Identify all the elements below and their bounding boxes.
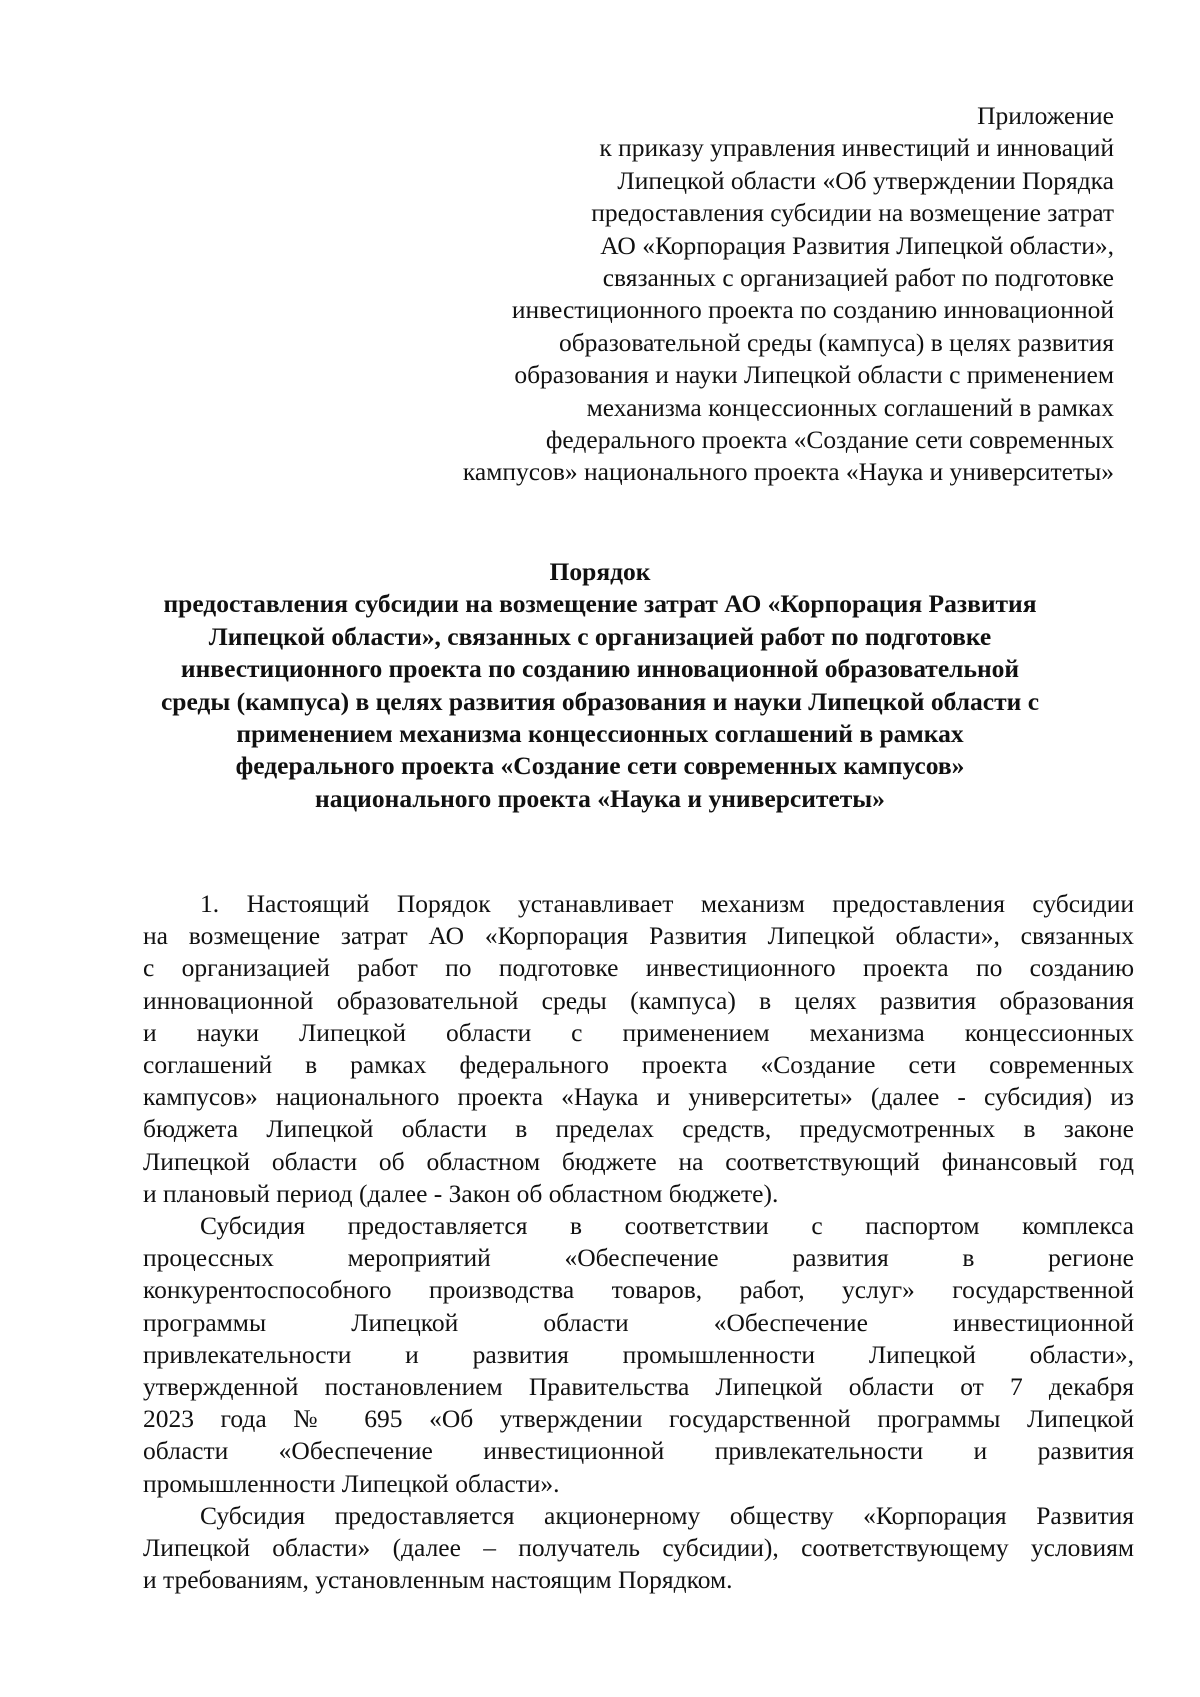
paragraph-line: программы Липецкой области «Обеспечение инвестиционной xyxy=(143,1307,1134,1337)
paragraph-2 xyxy=(143,1210,1134,1500)
paragraph-line: 2023 года № 695 «Об утверждении государственной программы Липецкой xyxy=(143,1404,1134,1434)
paragraph-line: Субсидия предоставляется акционерному обществу «Корпорация Развития xyxy=(200,1500,1134,1530)
document-title xyxy=(130,556,1070,815)
paragraph-line: и науки Липецкой области с применением механизма концессионных xyxy=(143,1017,1134,1047)
paragraph-line: на возмещение затрат АО «Корпорация Развития Липецкой области», связанных xyxy=(143,921,1134,951)
paragraph-line: конкурентоспособного производства товаров, работ, услуг» государственной xyxy=(143,1275,1134,1305)
paragraph-line: и требованиям, установленным настоящим Порядком. xyxy=(143,1565,733,1595)
appendix-line: инвестиционного проекта по созданию инновационной xyxy=(511,295,1114,325)
appendix-line: предоставления субсидии на возмещение затрат xyxy=(591,198,1114,228)
appendix-line: Приложение xyxy=(977,101,1114,130)
paragraph-3 xyxy=(143,1500,1134,1597)
paragraph-line: и плановый период (далее - Закон об областном бюджете). xyxy=(143,1178,779,1208)
title-line: национального проекта «Наука и университеты» xyxy=(315,783,885,813)
appendix-line: связанных с организацией работ по подготовке xyxy=(602,263,1114,293)
appendix-line: АО «Корпорация Развития Липецкой области», xyxy=(600,230,1114,260)
paragraph-1 xyxy=(143,888,1134,1210)
document-body xyxy=(143,888,1134,1596)
appendix-line: образовательной среды (кампуса) в целях развития xyxy=(558,327,1114,357)
paragraph-line: с организацией работ по подготовке инвестиционного проекта по созданию xyxy=(143,953,1134,983)
paragraph-line: инновационной образовательной среды (кампуса) в целях развития образования xyxy=(143,985,1134,1015)
appendix-line: образования и науки Липецкой области с применением xyxy=(514,360,1114,390)
title-line: Порядок xyxy=(549,557,651,586)
title-line: Липецкой области», связанных с организацией работ по подготовке xyxy=(208,621,992,651)
paragraph-line: области «Обеспечение инвестиционной привлекательности и развития xyxy=(143,1436,1134,1466)
paragraph-line: бюджета Липецкой области в пределах средств, предусмотренных в законе xyxy=(143,1114,1134,1144)
title-line: применением механизма концессионных соглашений в рамках xyxy=(236,719,964,749)
title-line: предоставления субсидии на возмещение затрат АО «Корпорация Развития xyxy=(163,589,1037,619)
appendix-line: механизма концессионных соглашений в рамках xyxy=(586,392,1114,422)
appendix-line: федерального проекта «Создание сети современных xyxy=(545,425,1114,455)
paragraph-line: Липецкой области» (далее – получатель субсидии), соответствующему условиям xyxy=(143,1533,1134,1563)
paragraph-line: промышленности Липецкой области». xyxy=(143,1468,560,1498)
title-line: инвестиционного проекта по созданию инновационной образовательной xyxy=(180,654,1020,684)
paragraph-line: привлекательности и развития промышленности Липецкой области», xyxy=(143,1339,1134,1369)
title-line: федерального проекта «Создание сети современных кампусов» xyxy=(235,751,965,781)
paragraph-line: 1. Настоящий Порядок устанавливает механизм предоставления субсидии xyxy=(200,889,1134,918)
appendix-header xyxy=(354,100,1114,489)
paragraph-line: Субсидия предоставляется в соответствии с паспортом комплекса xyxy=(200,1211,1134,1241)
appendix-line: к приказу управления инвестиций и инноваций xyxy=(599,133,1114,163)
paragraph-line: процессных мероприятий «Обеспечение развития в регионе xyxy=(143,1243,1134,1273)
paragraph-line: Липецкой области об областном бюджете на соответствующий финансовый год xyxy=(143,1146,1134,1176)
appendix-line: Липецкой области «Об утверждении Порядка xyxy=(617,165,1114,195)
title-line: среды (кампуса) в целях развития образования и науки Липецкой области с xyxy=(160,686,1040,716)
paragraph-line: утвержденной постановлением Правительства Липецкой области от 7 декабря xyxy=(143,1372,1134,1402)
appendix-line: кампусов» национального проекта «Наука и университеты» xyxy=(462,457,1114,487)
paragraph-line: кампусов» национального проекта «Наука и университеты» (далее - субсидия) из xyxy=(143,1082,1134,1112)
paragraph-line: соглашений в рамках федерального проекта «Создание сети современных xyxy=(143,1050,1134,1080)
